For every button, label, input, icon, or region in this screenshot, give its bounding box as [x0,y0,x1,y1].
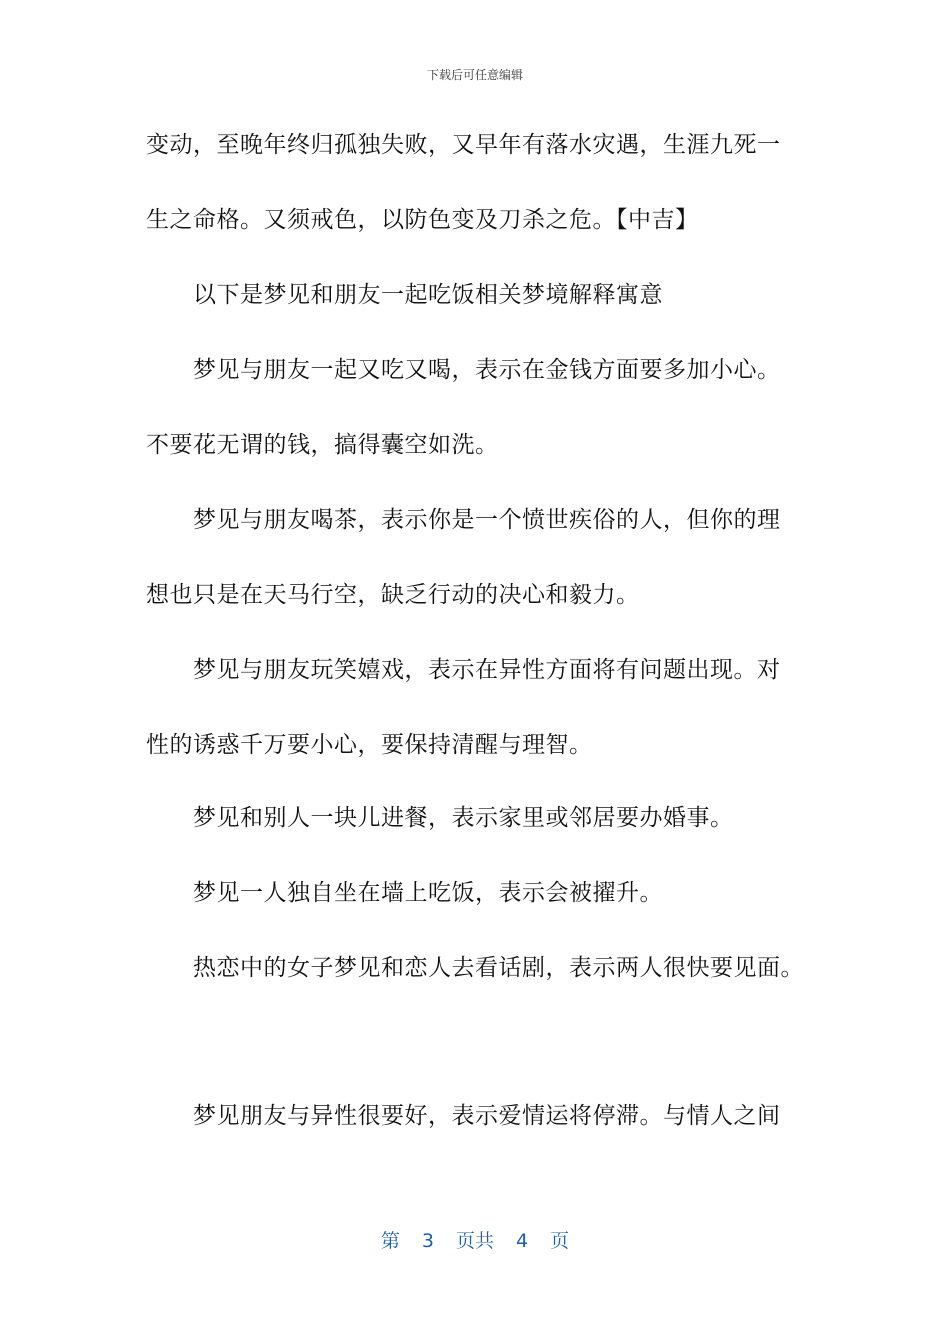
total-page-number: 4 [516,1230,529,1252]
text-line: 梦见与朋友玩笑嬉戏，表示在异性方面将有问题出现。对 [193,657,781,683]
text-line: 梦见朋友与异性很要好，表示爱情运将停滞。与情人之间 [193,1103,781,1129]
footer-suffix: 页 [550,1230,570,1252]
page-header-note: 下载后可任意编辑 [426,68,523,82]
page-number-footer [0,1226,950,1253]
text-line: 热恋中的女子梦见和恋人去看话剧，表示两人很快要见面。 [193,955,804,981]
text-line: 梦见和别人一块儿进餐，表示家里或邻居要办婚事。 [193,805,734,831]
text-line: 性的诱惑千万要小心，要保持清醒与理智。 [146,732,593,758]
footer-middle: 页共 [455,1230,494,1252]
text-line: 梦见与朋友一起又吃又喝，表示在金钱方面要多加小心。 [193,357,781,383]
footer-prefix: 第 [380,1230,400,1252]
text-line: 以下是梦见和朋友一起吃饭相关梦境解释寓意 [193,282,663,308]
text-line: 生之命格。又须戒色，以防色变及刀杀之危。【中吉】 [146,207,699,233]
text-line: 想也只是在天马行空，缺乏行动的决心和毅力。 [146,582,640,608]
text-line: 梦见与朋友喝茶，表示你是一个愤世疾俗的人，但你的理 [193,507,781,533]
text-line: 梦见一人独自坐在墙上吃饭，表示会被擢升。 [193,880,663,906]
text-line: 变动，至晚年终归孤独失败，又早年有落水灾遇，生涯九死一 [146,132,781,158]
current-page-number: 3 [421,1230,434,1252]
text-line: 不要花无谓的钱，搞得囊空如洗。 [146,432,499,458]
